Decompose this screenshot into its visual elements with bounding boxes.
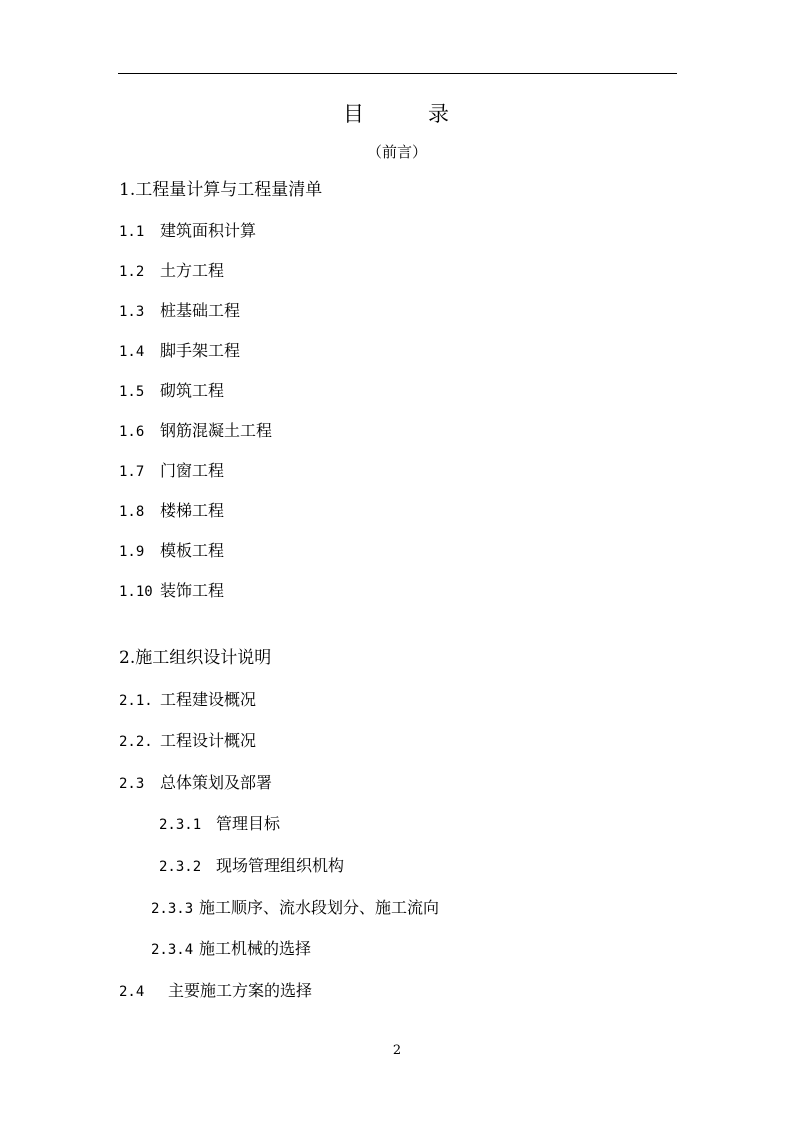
toc-entry-1-4 [119, 341, 240, 362]
toc-entry-1-3 [119, 301, 240, 322]
toc-label: 楼梯工程 [160, 501, 225, 520]
toc-label: 施工机械的选择 [199, 939, 312, 958]
toc-entry-2-2 [119, 731, 256, 752]
toc-entry-2-3 [119, 773, 272, 794]
toc-label: 现场管理组织机构 [216, 856, 345, 875]
toc-entry-2-4 [119, 981, 312, 1002]
toc-label: 工程建设概况 [160, 690, 257, 709]
toc-label: 工程设计概况 [160, 731, 257, 750]
toc-number: 1.8 [119, 504, 145, 520]
toc-label: 建筑面积计算 [160, 221, 257, 240]
section-1-heading: 1.工程量计算与工程量清单 [119, 180, 323, 200]
page-number: 2 [392, 1043, 402, 1058]
toc-label: 主要施工方案的选择 [168, 981, 313, 1000]
toc-entry-2-3-3 [151, 898, 439, 919]
toc-number: 2.3.4 [151, 942, 194, 958]
toc-number: 2.4 [119, 984, 145, 1000]
toc-entry-1-7 [119, 461, 224, 482]
toc-entry-1-2 [119, 261, 224, 282]
toc-title-left: 目 [343, 102, 366, 126]
toc-number: 1.10 [119, 584, 153, 600]
toc-number: 1.1 [119, 224, 145, 240]
toc-number: 1.5 [119, 384, 145, 400]
toc-number: 2.3.1 [159, 817, 202, 833]
toc-number: 1.9 [119, 544, 145, 560]
toc-number: 1.4 [119, 344, 145, 360]
toc-entry-1-5 [119, 381, 224, 402]
toc-number: 1.6 [119, 424, 145, 440]
toc-entry-1-6 [119, 421, 272, 442]
header-rule [118, 73, 677, 74]
toc-label: 门窗工程 [160, 461, 225, 480]
toc-entry-2-3-2 [159, 856, 344, 877]
toc-entry-1-9 [119, 541, 224, 562]
toc-entry-1-8 [119, 501, 224, 522]
toc-label: 装饰工程 [160, 581, 225, 600]
toc-number: 2.3.3 [151, 901, 194, 917]
toc-entry-2-3-1 [159, 814, 280, 835]
toc-number: 2.2. [119, 734, 153, 750]
toc-number: 1.7 [119, 464, 145, 480]
toc-entry-1-10 [119, 581, 224, 602]
toc-label: 桩基础工程 [160, 301, 241, 320]
toc-number: 2.3.2 [159, 859, 202, 875]
toc-number: 1.3 [119, 304, 145, 320]
toc-label: 砌筑工程 [160, 381, 225, 400]
toc-entry-2-1 [119, 690, 256, 711]
toc-title-right: 录 [428, 102, 451, 126]
toc-number: 1.2 [119, 264, 145, 280]
toc-label: 脚手架工程 [160, 341, 241, 360]
toc-title [0, 98, 794, 128]
toc-label: 施工顺序、流水段划分、施工流向 [199, 898, 440, 917]
preface-entry: （前言） [366, 143, 427, 161]
toc-number: 2.3 [119, 776, 145, 792]
toc-number: 2.1. [119, 693, 153, 709]
toc-entry-2-3-4 [151, 939, 311, 960]
toc-label: 模板工程 [160, 541, 225, 560]
toc-entry-1-1 [119, 221, 256, 242]
toc-label: 总体策划及部署 [160, 773, 273, 792]
toc-label: 钢筋混凝土工程 [160, 421, 273, 440]
toc-label: 土方工程 [160, 261, 225, 280]
toc-label: 管理目标 [216, 814, 281, 833]
section-2-heading: 2.施工组织设计说明 [119, 648, 272, 668]
